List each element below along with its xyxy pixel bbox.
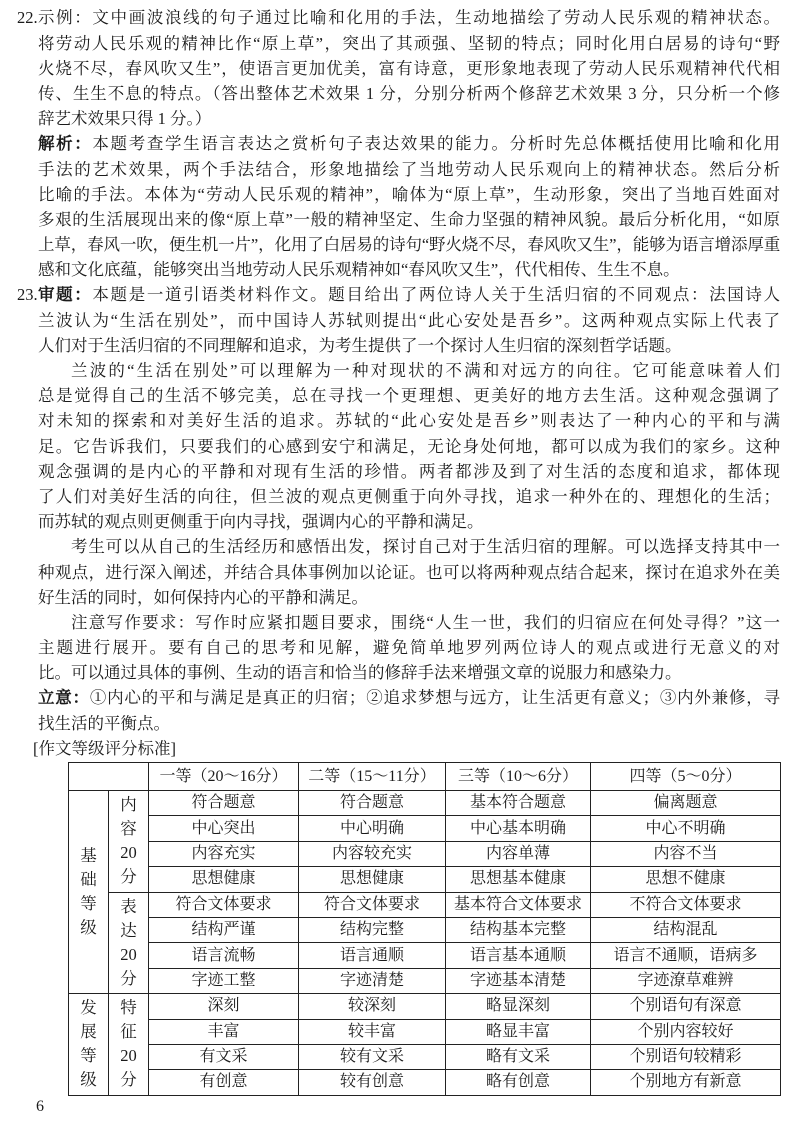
rubric-title: [作文等级评分标准] — [33, 738, 176, 758]
q22-analysis-line: 手法的艺术效果，两个手法结合，形象地描绘了当地劳动人民乐观向上的精神状态。然后分析 — [38, 159, 780, 179]
q22-answer-line: 将劳动人民乐观的精神比作“原上草”，突出了其顽强、坚韧的特点；同时化用白居易的诗句“野 — [38, 33, 780, 53]
rubric-cell: 较有文采 — [299, 1044, 446, 1069]
rubric-row — [69, 816, 781, 841]
rubric-cell: 较丰富 — [299, 1019, 446, 1044]
rubric-header-cell: 一等（20～16分） — [149, 763, 299, 791]
rubric-group-label: 发展等级 — [80, 998, 97, 1090]
rubric-section-label: 内容20分 — [120, 795, 137, 887]
rubric-cell: 内容充实 — [149, 841, 299, 866]
rubric-cell: 思想健康 — [299, 867, 446, 892]
rubric-row — [69, 867, 781, 892]
rubric-cell: 语言通顺 — [299, 943, 446, 968]
q23-review-line — [38, 282, 780, 307]
q23-theme-line: 找生活的平衡点。 — [38, 713, 170, 733]
q23-paragraph-line: 比。可以通过具体的事例、生动的语言和恰当的修辞手法来增强文章的说服力和感染力。 — [38, 663, 682, 683]
rubric-cell: 字迹工整 — [149, 968, 299, 993]
rubric-table — [68, 762, 781, 1096]
q23-paragraph-line: 注意写作要求：写作时应紧扣题目要求，围绕“人生一世，我们的归宿应在何处寻得？”这一 — [71, 612, 780, 632]
rubric-cell: 偏离题意 — [591, 791, 781, 816]
rubric-cell: 思想不健康 — [591, 867, 781, 892]
rubric-cell: 语言不通顺，语病多 — [591, 943, 781, 968]
rubric-cell: 中心突出 — [149, 816, 299, 841]
rubric-cell: 略有文采 — [446, 1044, 591, 1069]
rubric-header-cell: 三等（10～6分） — [446, 763, 591, 791]
rubric-cell: 符合题意 — [299, 791, 446, 816]
q22-answer-line: 示例：文中画波浪线的句子通过比喻和化用的手法，生动地描绘了劳动人民乐观的精神状态。 — [38, 8, 780, 28]
rubric-cell: 有创意 — [149, 1070, 299, 1095]
rubric-section-label: 特征20分 — [120, 998, 137, 1090]
rubric-cell: 字迹潦草难辨 — [591, 968, 781, 993]
rubric-row — [69, 841, 781, 866]
q22-answer-line: 辞艺术效果只得 1 分。） — [38, 109, 212, 129]
rubric-section-label-cell — [109, 791, 149, 893]
q23-review-line: 兰波认为“生活在别处”，而中国诗人苏轼则提出“此心安处是吾乡”。这两种观点实际上代表了 — [38, 310, 780, 330]
q23-paragraph-line: 观念强调的是内心的平静和对现有生活的珍惜。两者都涉及到了对生活的态度和追求，都体现 — [38, 461, 780, 481]
q23-paragraph-line: 足。它告诉我们，只要我们的心感到安宁和满足，无论身处何地，都可以成为我们的家乡。这种 — [38, 436, 780, 456]
q23-paragraph-line: 而苏轼的观点则更侧重于向内寻找，强调内心的平静和满足。 — [38, 512, 484, 532]
rubric-cell: 结构完整 — [299, 917, 446, 942]
rubric-row — [69, 1019, 781, 1044]
rubric-cell: 中心明确 — [299, 816, 446, 841]
rubric-section-label-cell — [109, 994, 149, 1096]
q23-paragraph-line: 好生活的同时，如何保持内心的平静和满足。 — [38, 587, 368, 607]
rubric-header-row — [69, 763, 781, 791]
rubric-cell: 较有创意 — [299, 1070, 446, 1095]
q22-number: 22. — [17, 8, 38, 28]
q23-paragraph-line: 考生可以从自己的生活经历和感悟出发，探讨自己对于生活归宿的理解。可以选择支持其中一 — [71, 537, 780, 557]
rubric-cell: 内容单薄 — [446, 841, 591, 866]
rubric-row — [69, 917, 781, 942]
q23-paragraph-line: 总是觉得自己的生活不够完美，总在寻找一个更理想、更美好的地方去生活。这种观念强调了 — [38, 386, 780, 406]
rubric-cell: 结构基本完整 — [446, 917, 591, 942]
rubric-row — [69, 892, 781, 917]
rubric-header-cell: 二等（15～11分） — [299, 763, 446, 791]
rubric-header-cell: 四等（5～0分） — [591, 763, 781, 791]
rubric-cell: 个别语句较精彩 — [591, 1044, 781, 1069]
rubric-cell: 略显深刻 — [446, 994, 591, 1019]
rubric-cell: 个别语句有深意 — [591, 994, 781, 1019]
page-number: 6 — [36, 1098, 44, 1115]
rubric-cell: 个别地方有新意 — [591, 1070, 781, 1095]
q22-answer-line: 传、生生不息的特点。（答出整体艺术效果 1 分，分别分析两个修辞艺术效果 3 分，只分析一个修 — [38, 83, 780, 103]
rubric-cell: 内容较充实 — [299, 841, 446, 866]
rubric-cell: 思想健康 — [149, 867, 299, 892]
rubric-cell: 中心不明确 — [591, 816, 781, 841]
rubric-cell: 中心基本明确 — [446, 816, 591, 841]
q23-review-text: 本题是一道引语类材料作文。题目给出了两位诗人关于生活归宿的不同观点：法国诗人 — [92, 285, 780, 305]
q23-review-label: 审题： — [38, 285, 93, 305]
q23-number: 23. — [17, 285, 38, 305]
rubric-corner-cell — [69, 763, 149, 791]
q22-analysis-line: 上草，春风一吹，便生机一片”，化用了白居易的诗句“野火烧不尽，春风吹又生”，能够为语言增添厚重 — [38, 235, 780, 255]
rubric-group-label-cell — [69, 994, 109, 1096]
q23-paragraph-line: 种观点，进行深入阐述，并结合具体事例加以论证。也可以将两种观点结合起来，探讨在追求外在美 — [38, 562, 780, 582]
rubric-section-label: 表达20分 — [120, 896, 137, 988]
rubric-row — [69, 994, 781, 1019]
rubric-cell: 结构混乱 — [591, 917, 781, 942]
question-22 — [17, 5, 780, 282]
rubric-row — [69, 1044, 781, 1069]
rubric-row — [69, 968, 781, 993]
rubric-group-label: 基础等级 — [80, 846, 97, 938]
q22-analysis-line: 感和文化底蕴，能够突出当地劳动人民乐观精神如“春风吹又生”，代代相传、生生不息。 — [38, 260, 680, 280]
rubric-cell: 符合文体要求 — [299, 892, 446, 917]
rubric-cell: 丰富 — [149, 1019, 299, 1044]
rubric-cell: 基本符合题意 — [446, 791, 591, 816]
q23-review-line: 人们对于生活归宿的不同理解和追求，为考生提供了一个探讨人生归宿的深刻哲学话题。 — [38, 335, 682, 355]
q23-theme-line — [38, 685, 780, 710]
rubric-cell: 个别内容较好 — [591, 1019, 781, 1044]
rubric-cell: 内容不当 — [591, 841, 781, 866]
q23-paragraph-line: 主题进行展开。要有自己的思考和见解，避免简单地罗列两位诗人的观点或进行无意义的对 — [38, 638, 780, 658]
q22-analysis-label: 解析： — [38, 134, 93, 154]
rubric-cell: 基本符合文体要求 — [446, 892, 591, 917]
rubric-row — [69, 943, 781, 968]
q23-paragraph-line: 了人们对美好生活的向往，但兰波的观点更侧重于向外寻找，追求一种外在的、理想化的生活； — [38, 486, 780, 506]
question-23 — [17, 282, 780, 761]
q22-analysis-line: 多艰的生活展现出来的像“原上草”一般的精神坚定、生命力坚强的精神风貌。最后分析化用，“如原 — [38, 209, 780, 229]
q22-analysis-line — [38, 131, 780, 156]
rubric-group-label-cell — [69, 791, 109, 994]
rubric-cell: 不符合文体要求 — [591, 892, 781, 917]
rubric-cell: 字迹基本清楚 — [446, 968, 591, 993]
rubric-cell: 深刻 — [149, 994, 299, 1019]
rubric-cell: 字迹清楚 — [299, 968, 446, 993]
rubric-cell: 语言基本通顺 — [446, 943, 591, 968]
rubric-cell: 有文采 — [149, 1044, 299, 1069]
rubric-cell: 语言流畅 — [149, 943, 299, 968]
rubric-cell: 符合文体要求 — [149, 892, 299, 917]
q23-theme-label: 立意： — [38, 688, 90, 708]
rubric-cell: 结构严谨 — [149, 917, 299, 942]
rubric-cell: 略显丰富 — [446, 1019, 591, 1044]
q23-paragraph-line: 兰波的“生活在别处”可以理解为一种对现状的不满和对远方的向往。它可能意味着人们 — [71, 361, 780, 381]
rubric-row — [69, 791, 781, 816]
rubric-cell: 思想基本健康 — [446, 867, 591, 892]
rubric-section-label-cell — [109, 892, 149, 994]
rubric-cell: 较深刻 — [299, 994, 446, 1019]
q22-analysis-text: 本题考查学生语言表达之赏析句子表达效果的能力。分析时先总体概括使用比喻和化用 — [92, 134, 780, 154]
q22-answer-line: 火烧不尽，春风吹又生”，使语言更加优美，富有诗意，更形象地表现了劳动人民乐观精神代代相 — [38, 58, 780, 78]
rubric-row — [69, 1070, 781, 1095]
answer-document — [17, 5, 780, 761]
rubric-cell: 略有创意 — [446, 1070, 591, 1095]
q22-analysis-line: 比喻的手法。本体为“劳动人民乐观的精神”，喻体为“原上草”，生动形象，突出了当地百姓面对 — [38, 184, 780, 204]
q23-theme-text: ①内心的平和与满足是真正的归宿；②追求梦想与远方，让生活更有意义；③内外兼修，寻 — [89, 688, 780, 708]
rubric-cell: 符合题意 — [149, 791, 299, 816]
q23-paragraph-line: 对未知的探索和对美好生活的追求。苏轼的“此心安处是吾乡”则表达了一种内心的平和与满 — [38, 411, 780, 431]
